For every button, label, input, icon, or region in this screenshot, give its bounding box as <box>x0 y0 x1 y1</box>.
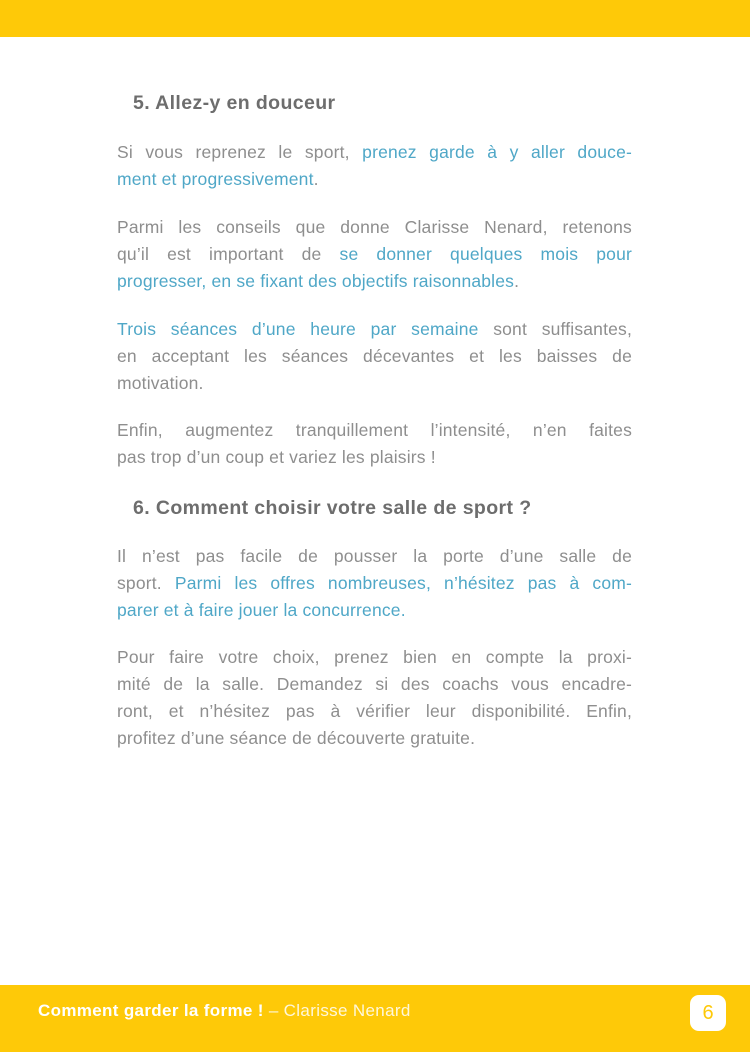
text-line <box>117 214 632 241</box>
text-segment-highlight: prenez garde à y aller douce- <box>362 142 632 162</box>
page-number: 6 <box>702 1001 714 1024</box>
text-segment: motivation. <box>117 373 204 393</box>
text-segment-highlight: Parmi les offres nombreuses, n’hésitez pas à com- <box>174 573 633 593</box>
text-line <box>117 671 632 698</box>
section-6-heading: 6. Comment choisir votre salle de sport ? <box>133 497 532 519</box>
text-segment: pas trop d’un coup et variez les plaisirs ! <box>117 447 436 467</box>
text-segment: . <box>313 169 319 189</box>
text-segment: mité de la salle. Demandez si des coachs vous encadre- <box>117 674 632 694</box>
text-segment: qu’il est important de <box>117 244 340 264</box>
page-number-badge <box>690 995 726 1031</box>
text-segment: en acceptant les séances décevantes et les baisses de <box>117 346 632 366</box>
book-author: – Clarisse Nenard <box>263 1001 411 1020</box>
paragraph-5 <box>117 543 632 624</box>
text-line <box>117 139 632 166</box>
section-5-heading: 5. Allez-y en douceur <box>133 92 336 114</box>
text-segment: . <box>514 271 520 291</box>
text-line <box>117 543 632 570</box>
text-segment: ront, et n’hésitez pas à vérifier leur disponibilité. Enfin, <box>117 701 632 721</box>
text-line <box>117 370 632 397</box>
text-segment: Il n’est pas facile de pousser la porte d’une salle de <box>117 546 632 566</box>
paragraph-4 <box>117 417 632 471</box>
text-line <box>117 316 632 343</box>
text-segment: Pour faire votre choix, prenez bien en compte la proxi- <box>117 647 632 667</box>
text-line <box>117 597 632 624</box>
text-segment-highlight: se donner quelques mois pour <box>339 244 632 264</box>
text-line <box>117 417 632 444</box>
text-segment: Enfin, augmentez tranquillement l’intensité, n’en faites <box>117 420 632 440</box>
top-accent-bar <box>0 0 750 37</box>
text-line <box>117 570 632 597</box>
text-line <box>117 166 632 193</box>
paragraph-1 <box>117 139 632 193</box>
text-line <box>117 268 632 295</box>
text-segment: Si vous reprenez le sport, <box>117 142 363 162</box>
text-line <box>117 644 632 671</box>
text-line <box>117 698 632 725</box>
text-line <box>117 343 632 370</box>
text-segment-highlight: progresser, en se fixant des objectifs raisonnables <box>117 271 515 291</box>
text-segment: profitez d’une séance de découverte gratuite. <box>117 728 476 748</box>
footer-text <box>38 1000 411 1022</box>
text-segment-highlight: ment et progressivement <box>117 169 314 189</box>
footer-bar <box>0 985 750 1052</box>
text-line <box>117 725 632 752</box>
text-segment-highlight: Trois séances d’une heure par semaine <box>117 319 494 339</box>
text-segment: sport. <box>117 573 175 593</box>
book-title: Comment garder la forme ! <box>38 1001 264 1020</box>
paragraph-6 <box>117 644 632 752</box>
text-segment-highlight: parer et à faire jouer la concurrence. <box>117 600 406 620</box>
text-line <box>117 241 632 268</box>
paragraph-2 <box>117 214 632 295</box>
page-body <box>0 37 750 752</box>
text-line <box>117 444 632 471</box>
text-segment: Parmi les conseils que donne Clarisse Nenard, retenons <box>117 217 632 237</box>
text-segment: sont suffisantes, <box>493 319 632 339</box>
paragraph-3 <box>117 316 632 397</box>
